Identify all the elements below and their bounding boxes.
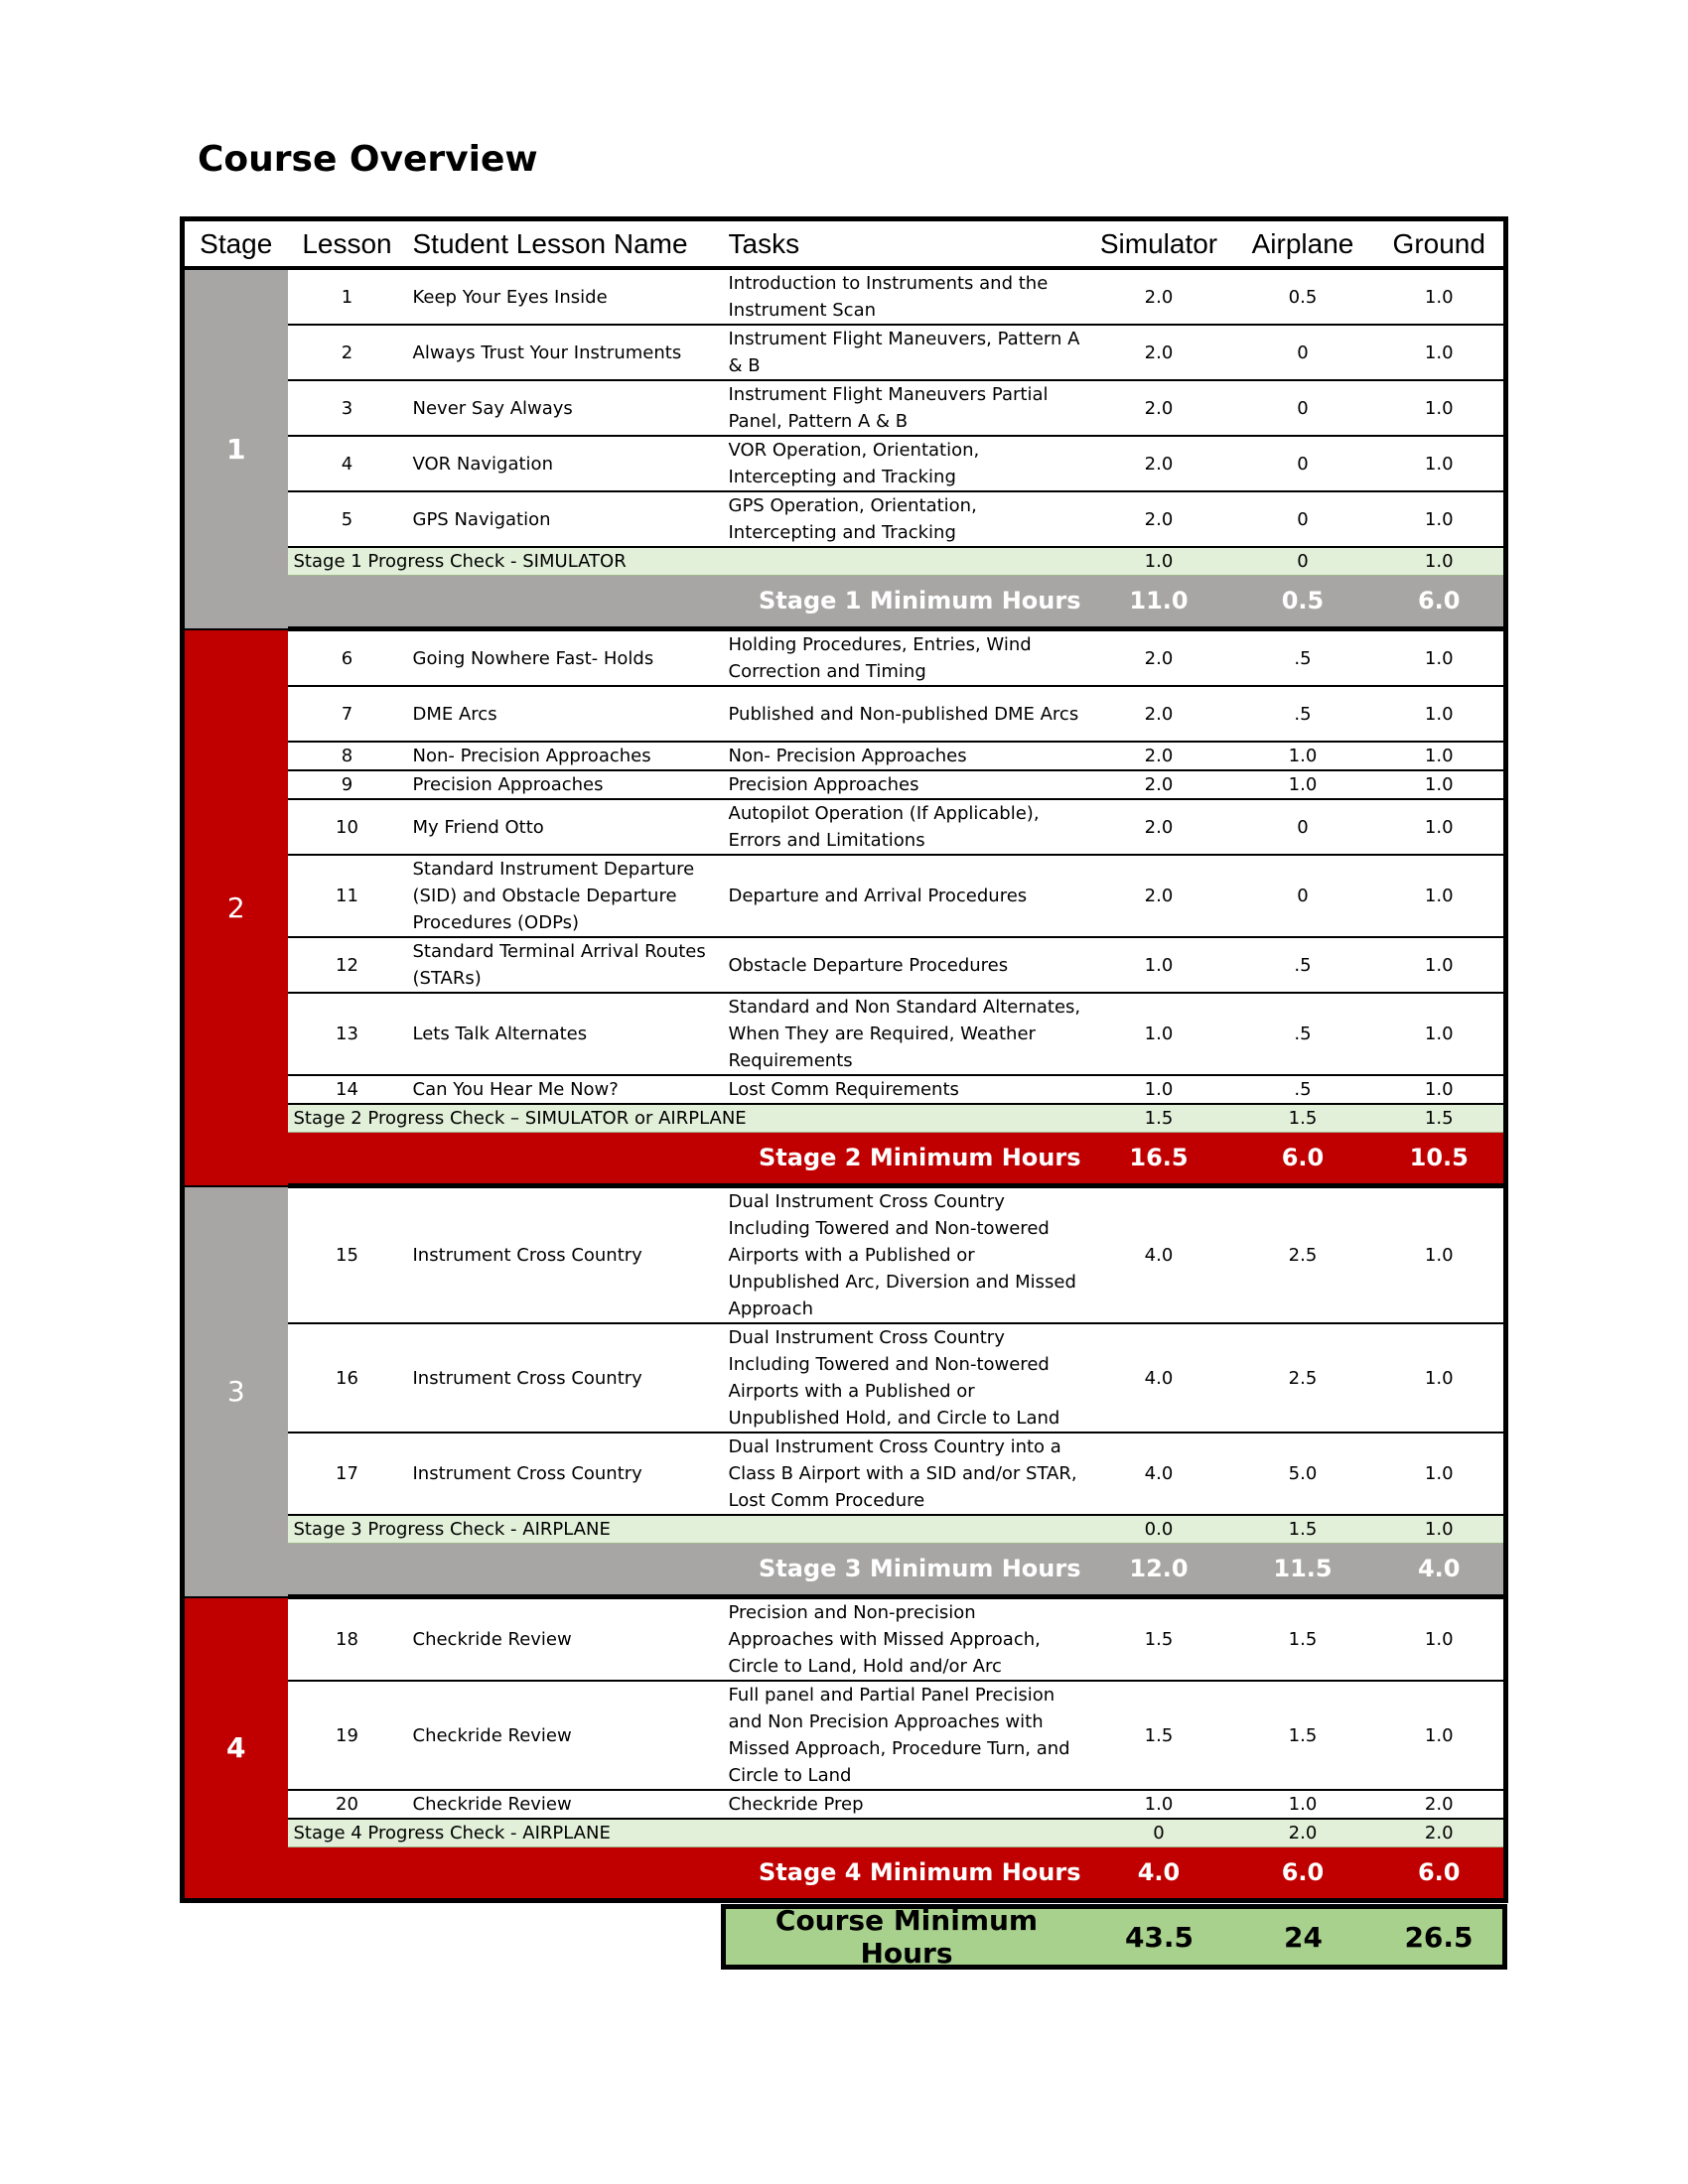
stage-minimum-label: Stage 2 Minimum Hours: [288, 1133, 1087, 1186]
airplane-hours: 2.5: [1231, 1323, 1375, 1433]
airplane-hours: .5: [1231, 937, 1375, 993]
ground-hours: 1.0: [1375, 1075, 1506, 1104]
lesson-tasks: Obstacle Departure Procedures: [723, 937, 1087, 993]
lesson-row: [183, 380, 1506, 436]
header-row: [183, 219, 1506, 269]
stage-minimum-airplane: 6.0: [1231, 1133, 1375, 1186]
ground-hours: 2.0: [1375, 1790, 1506, 1819]
progress-check-ground: 2.0: [1375, 1819, 1506, 1847]
course-minimum-ground: 26.5: [1404, 1920, 1474, 1954]
lesson-name: Checkride Review: [407, 1597, 723, 1682]
lesson-name: Non- Precision Approaches: [407, 742, 723, 770]
airplane-hours: 0: [1231, 491, 1375, 547]
lesson-name: Standard Terminal Arrival Routes (STARs): [407, 937, 723, 993]
lesson-tasks: Departure and Arrival Procedures: [723, 855, 1087, 937]
airplane-hours: 0: [1231, 325, 1375, 380]
lesson-number: 4: [288, 436, 407, 491]
lesson-number: 13: [288, 993, 407, 1075]
airplane-hours: 1.5: [1231, 1681, 1375, 1790]
lesson-row: [183, 770, 1506, 799]
lesson-name: GPS Navigation: [407, 491, 723, 547]
header-lesson: Lesson: [288, 219, 407, 269]
lesson-number: 3: [288, 380, 407, 436]
lesson-row: [183, 1323, 1506, 1433]
lesson-tasks: VOR Operation, Orientation, Intercepting and Tracking: [723, 436, 1087, 491]
lesson-name: Instrument Cross Country: [407, 1323, 723, 1433]
airplane-hours: 0: [1231, 855, 1375, 937]
simulator-hours: 1.0: [1087, 937, 1231, 993]
lesson-tasks: Instrument Flight Maneuvers, Pattern A & B: [723, 325, 1087, 380]
progress-check-airplane: 0: [1231, 547, 1375, 576]
stage-minimum-airplane: 11.5: [1231, 1544, 1375, 1597]
progress-check-row: [183, 1515, 1506, 1544]
lesson-name: Checkride Review: [407, 1681, 723, 1790]
lesson-row: [183, 325, 1506, 380]
simulator-hours: 1.0: [1087, 1790, 1231, 1819]
stage-minimum-ground: 10.5: [1375, 1133, 1506, 1186]
lesson-tasks: Dual Instrument Cross Country Including Towered and Non-towered Airports with a Published or Unpublished Hold, and Circle to Land: [723, 1323, 1087, 1433]
airplane-hours: 0.5: [1231, 268, 1375, 325]
lesson-number: 18: [288, 1597, 407, 1682]
lesson-number: 8: [288, 742, 407, 770]
lesson-number: 6: [288, 629, 407, 687]
lesson-row: [183, 491, 1506, 547]
stage-minimum-simulator: 16.5: [1087, 1133, 1231, 1186]
lesson-tasks: Checkride Prep: [723, 1790, 1087, 1819]
progress-check-ground: 1.5: [1375, 1104, 1506, 1133]
ground-hours: 1.0: [1375, 742, 1506, 770]
simulator-hours: 2.0: [1087, 436, 1231, 491]
progress-check-airplane: 1.5: [1231, 1515, 1375, 1544]
lesson-row: [183, 1186, 1506, 1324]
ground-hours: 1.0: [1375, 855, 1506, 937]
lesson-tasks: Dual Instrument Cross Country into a Class B Airport with a SID and/or STAR, Lost Comm Procedure: [723, 1433, 1087, 1515]
stage-number: 1: [183, 268, 288, 629]
header-lesson-name: Student Lesson Name: [407, 219, 723, 269]
stage-minimum-row: [183, 576, 1506, 629]
airplane-hours: .5: [1231, 686, 1375, 742]
header-airplane: Airplane: [1231, 219, 1375, 269]
header-simulator: Simulator: [1087, 219, 1231, 269]
lesson-row: [183, 1597, 1506, 1682]
progress-check-ground: 1.0: [1375, 547, 1506, 576]
simulator-hours: 2.0: [1087, 799, 1231, 855]
airplane-hours: 0: [1231, 436, 1375, 491]
progress-check-row: [183, 1104, 1506, 1133]
lesson-row: [183, 799, 1506, 855]
lesson-tasks: Autopilot Operation (If Applicable), Errors and Limitations: [723, 799, 1087, 855]
lesson-tasks: Lost Comm Requirements: [723, 1075, 1087, 1104]
progress-check-airplane: 1.5: [1231, 1104, 1375, 1133]
lesson-number: 16: [288, 1323, 407, 1433]
ground-hours: 1.0: [1375, 686, 1506, 742]
lesson-row: [183, 1790, 1506, 1819]
ground-hours: 1.0: [1375, 993, 1506, 1075]
lesson-name: Standard Instrument Departure (SID) and Obstacle Departure Procedures (ODPs): [407, 855, 723, 937]
lesson-row: [183, 268, 1506, 325]
ground-hours: 1.0: [1375, 380, 1506, 436]
airplane-hours: 1.5: [1231, 1597, 1375, 1682]
lesson-row: [183, 855, 1506, 937]
lesson-number: 19: [288, 1681, 407, 1790]
simulator-hours: 2.0: [1087, 268, 1231, 325]
lesson-row: [183, 1681, 1506, 1790]
lesson-number: 15: [288, 1186, 407, 1324]
lesson-row: [183, 686, 1506, 742]
airplane-hours: 1.0: [1231, 742, 1375, 770]
airplane-hours: .5: [1231, 1075, 1375, 1104]
simulator-hours: 4.0: [1087, 1433, 1231, 1515]
header-ground: Ground: [1375, 219, 1506, 269]
simulator-hours: 1.5: [1087, 1597, 1231, 1682]
progress-check-simulator: 1.5: [1087, 1104, 1231, 1133]
lesson-tasks: Standard and Non Standard Alternates, When They are Required, Weather Requirements: [723, 993, 1087, 1075]
lesson-number: 1: [288, 268, 407, 325]
lesson-name: Keep Your Eyes Inside: [407, 268, 723, 325]
airplane-hours: 1.0: [1231, 1790, 1375, 1819]
stage-minimum-simulator: 12.0: [1087, 1544, 1231, 1597]
ground-hours: 1.0: [1375, 629, 1506, 687]
lesson-name: VOR Navigation: [407, 436, 723, 491]
simulator-hours: 1.0: [1087, 1075, 1231, 1104]
ground-hours: 1.0: [1375, 436, 1506, 491]
progress-check-simulator: 1.0: [1087, 547, 1231, 576]
lesson-number: 9: [288, 770, 407, 799]
stage-minimum-simulator: 11.0: [1087, 576, 1231, 629]
airplane-hours: 0: [1231, 799, 1375, 855]
simulator-hours: 2.0: [1087, 770, 1231, 799]
lesson-tasks: Dual Instrument Cross Country Including Towered and Non-towered Airports with a Published or Unpublished Arc, Diversion and Missed Approach: [723, 1186, 1087, 1324]
stage-minimum-ground: 6.0: [1375, 1847, 1506, 1901]
lesson-name: Instrument Cross Country: [407, 1186, 723, 1324]
simulator-hours: 2.0: [1087, 325, 1231, 380]
simulator-hours: 1.0: [1087, 993, 1231, 1075]
lesson-name: Lets Talk Alternates: [407, 993, 723, 1075]
lesson-tasks: Introduction to Instruments and the Instrument Scan: [723, 268, 1087, 325]
course-minimum-simulator: 43.5: [1124, 1920, 1195, 1954]
course-minimum-hours-row: [721, 1904, 1507, 1970]
simulator-hours: 2.0: [1087, 742, 1231, 770]
lesson-name: Instrument Cross Country: [407, 1433, 723, 1515]
lesson-name: Precision Approaches: [407, 770, 723, 799]
simulator-hours: 2.0: [1087, 686, 1231, 742]
lesson-name: Never Say Always: [407, 380, 723, 436]
ground-hours: 1.0: [1375, 770, 1506, 799]
simulator-hours: 2.0: [1087, 491, 1231, 547]
progress-check-row: [183, 1819, 1506, 1847]
airplane-hours: 0: [1231, 380, 1375, 436]
progress-check-ground: 1.0: [1375, 1515, 1506, 1544]
lesson-row: [183, 1433, 1506, 1515]
lesson-tasks: Non- Precision Approaches: [723, 742, 1087, 770]
lesson-number: 5: [288, 491, 407, 547]
lesson-name: Always Trust Your Instruments: [407, 325, 723, 380]
stage-number: 3: [183, 1186, 288, 1597]
header-tasks: Tasks: [723, 219, 1087, 269]
ground-hours: 1.0: [1375, 1186, 1506, 1324]
lesson-tasks: Instrument Flight Maneuvers Partial Panel, Pattern A & B: [723, 380, 1087, 436]
stage-number: 2: [183, 629, 288, 1186]
lesson-number: 14: [288, 1075, 407, 1104]
ground-hours: 1.0: [1375, 1681, 1506, 1790]
simulator-hours: 2.0: [1087, 629, 1231, 687]
simulator-hours: 4.0: [1087, 1186, 1231, 1324]
lesson-name: Checkride Review: [407, 1790, 723, 1819]
stage-minimum-row: [183, 1133, 1506, 1186]
course-minimum-airplane: 24: [1284, 1920, 1323, 1954]
ground-hours: 1.0: [1375, 937, 1506, 993]
airplane-hours: .5: [1231, 993, 1375, 1075]
lesson-row: [183, 937, 1506, 993]
lesson-number: 12: [288, 937, 407, 993]
lesson-name: My Friend Otto: [407, 799, 723, 855]
ground-hours: 1.0: [1375, 268, 1506, 325]
lesson-name: Going Nowhere Fast- Holds: [407, 629, 723, 687]
stage-minimum-airplane: 6.0: [1231, 1847, 1375, 1901]
airplane-hours: 2.5: [1231, 1186, 1375, 1324]
header-stage: Stage: [183, 219, 288, 269]
stage-minimum-label: Stage 4 Minimum Hours: [288, 1847, 1087, 1901]
lesson-number: 11: [288, 855, 407, 937]
stage-minimum-ground: 4.0: [1375, 1544, 1506, 1597]
simulator-hours: 4.0: [1087, 1323, 1231, 1433]
lesson-row: [183, 993, 1506, 1075]
progress-check-row: [183, 547, 1506, 576]
lesson-name: DME Arcs: [407, 686, 723, 742]
progress-check-label: Stage 4 Progress Check - AIRPLANE: [288, 1819, 1087, 1847]
progress-check-simulator: 0.0: [1087, 1515, 1231, 1544]
lesson-number: 20: [288, 1790, 407, 1819]
lesson-number: 10: [288, 799, 407, 855]
lesson-name: Can You Hear Me Now?: [407, 1075, 723, 1104]
course-overview-table: [180, 216, 1508, 1903]
airplane-hours: 5.0: [1231, 1433, 1375, 1515]
stage-minimum-row: [183, 1544, 1506, 1597]
ground-hours: 1.0: [1375, 799, 1506, 855]
stage-minimum-simulator: 4.0: [1087, 1847, 1231, 1901]
lesson-tasks: GPS Operation, Orientation, Intercepting and Tracking: [723, 491, 1087, 547]
progress-check-label: Stage 3 Progress Check - AIRPLANE: [288, 1515, 1087, 1544]
lesson-tasks: Full panel and Partial Panel Precision and Non Precision Approaches with Missed Approach, Procedure Turn, and Circle to Land: [723, 1681, 1087, 1790]
ground-hours: 1.0: [1375, 325, 1506, 380]
ground-hours: 1.0: [1375, 491, 1506, 547]
progress-check-simulator: 0: [1087, 1819, 1231, 1847]
airplane-hours: .5: [1231, 629, 1375, 687]
simulator-hours: 1.5: [1087, 1681, 1231, 1790]
lesson-tasks: Precision Approaches: [723, 770, 1087, 799]
lesson-row: [183, 1075, 1506, 1104]
progress-check-label: Stage 1 Progress Check - SIMULATOR: [288, 547, 1087, 576]
lesson-tasks: Holding Procedures, Entries, Wind Correction and Timing: [723, 629, 1087, 687]
lesson-row: [183, 742, 1506, 770]
simulator-hours: 2.0: [1087, 380, 1231, 436]
lesson-tasks: Published and Non-published DME Arcs: [723, 686, 1087, 742]
stage-minimum-label: Stage 1 Minimum Hours: [288, 576, 1087, 629]
airplane-hours: 1.0: [1231, 770, 1375, 799]
stage-minimum-label: Stage 3 Minimum Hours: [288, 1544, 1087, 1597]
stage-minimum-airplane: 0.5: [1231, 576, 1375, 629]
ground-hours: 1.0: [1375, 1433, 1506, 1515]
course-minimum-label: Course Minimum Hours: [774, 1904, 1039, 1970]
lesson-number: 2: [288, 325, 407, 380]
progress-check-label: Stage 2 Progress Check – SIMULATOR or AIRPLANE: [288, 1104, 1087, 1133]
stage-number: 4: [183, 1597, 288, 1901]
ground-hours: 1.0: [1375, 1597, 1506, 1682]
stage-minimum-row: [183, 1847, 1506, 1901]
lesson-row: [183, 436, 1506, 491]
stage-minimum-ground: 6.0: [1375, 576, 1506, 629]
lesson-number: 17: [288, 1433, 407, 1515]
simulator-hours: 2.0: [1087, 855, 1231, 937]
progress-check-airplane: 2.0: [1231, 1819, 1375, 1847]
ground-hours: 1.0: [1375, 1323, 1506, 1433]
lesson-tasks: Precision and Non-precision Approaches with Missed Approach, Circle to Land, Hold and/or Arc: [723, 1597, 1087, 1682]
page-title: Course Overview: [198, 139, 538, 180]
lesson-row: [183, 629, 1506, 687]
lesson-number: 7: [288, 686, 407, 742]
